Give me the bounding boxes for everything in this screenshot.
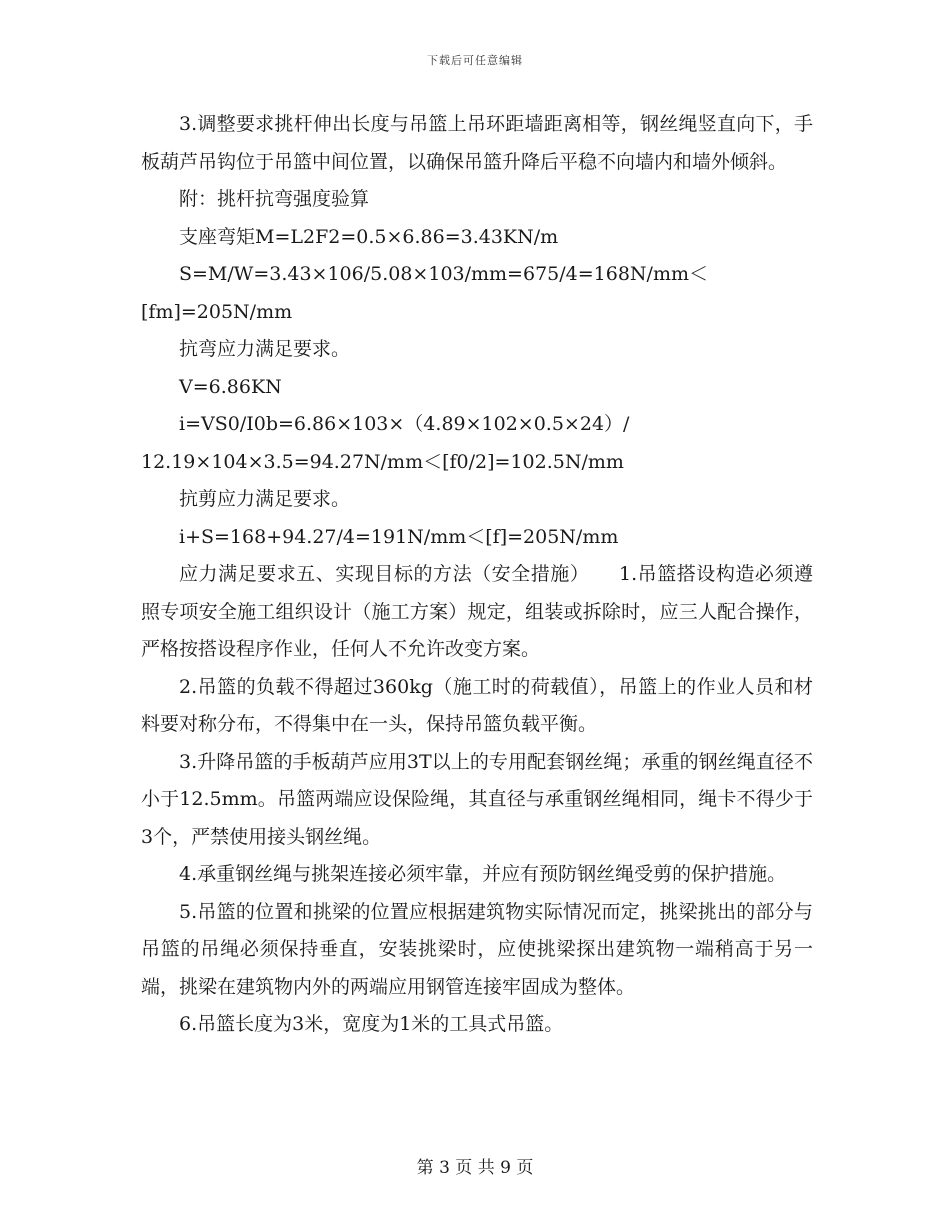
paragraph-safety-measures-5: 5.吊篮的位置和挑梁的位置应根据建筑物实际情况而定，挑梁挑出的部分与吊篮的吊绳必须保持垂直，安装挑梁时，应使挑梁探出建筑物一端稍高于另一端，挑梁在建筑物内外的两端应用钢管连接牢固成为整体。 — [141, 900, 813, 998]
paragraph-shear-force: V=6.86KN — [179, 375, 282, 398]
paragraph-safety-measures-6: 6.吊篮长度为3米，宽度为1米的工具式吊篮。 — [179, 1013, 564, 1035]
paragraph-shear-stress-result: 12.19×104×3.5=94.27N/mm＜[f0/2]=102.5N/mm — [141, 450, 624, 473]
paragraph-appendix-title: 附：挑杆抗弯强度验算 — [179, 188, 370, 210]
paragraph-combined-stress: i+S=168+94.27/4=191N/mm＜[f]=205N/mm — [179, 525, 619, 548]
document-body — [141, 106, 813, 1044]
paragraph-safety-measures-2: 2.吊篮的负载不得超过360kg（施工时的荷载值），吊篮上的作业人员和材料要对称分布，不得集中在一头，保持吊篮负载平衡。 — [141, 675, 813, 735]
page-header: 下载后可任意编辑 — [427, 54, 523, 67]
paragraph-safety-measures-1: 应力满足要求五、实现目标的方法（安全措施） 1.吊篮搭设构造必须遵照专项安全施工组织设计（施工方案）规定，组装或拆除时，应三人配合操作，严格按搭设程序作业，任何人不允许改变方案。 — [141, 563, 813, 660]
paragraph-support-moment: 支座弯矩M=L2F2=0.5×6.86=3.43KN/m — [179, 225, 559, 248]
paragraph-shear-stress-formula: i=VS0/I0b=6.86×103×（4.89×102×0.5×24）/ — [179, 413, 630, 435]
paragraph-safety-measures-4: 4.承重钢丝绳与挑架连接必须牢靠，并应有预防钢丝绳受剪的保护措施。 — [179, 863, 787, 885]
paragraph-shear-ok: 抗剪应力满足要求。 — [179, 488, 351, 510]
paragraph-adjust-requirement: 3.调整要求挑杆伸出长度与吊篮上吊环距墙距离相等，钢丝绳竖直向下，手板葫芦吊钩位于吊篮中间位置，以确保吊篮升降后平稳不向墙内和墙外倾斜。 — [141, 113, 813, 173]
page-number: 第 3 页 共 9 页 — [416, 1158, 534, 1178]
paragraph-safety-measures-3: 3.升降吊篮的手板葫芦应用3T以上的专用配套钢丝绳；承重的钢丝绳直径不小于12.5mm。吊篮两端应设保险绳，其直径与承重钢丝绳相同，绳卡不得少于3个，严禁使用接头钢丝绳。 — [141, 750, 813, 848]
paragraph-bending-stress: S=M/W=3.43×106/5.08×103/mm=675/4=168N/mm＜[fm]=205N/mm — [141, 263, 708, 323]
paragraph-bending-ok: 抗弯应力满足要求。 — [179, 338, 351, 360]
